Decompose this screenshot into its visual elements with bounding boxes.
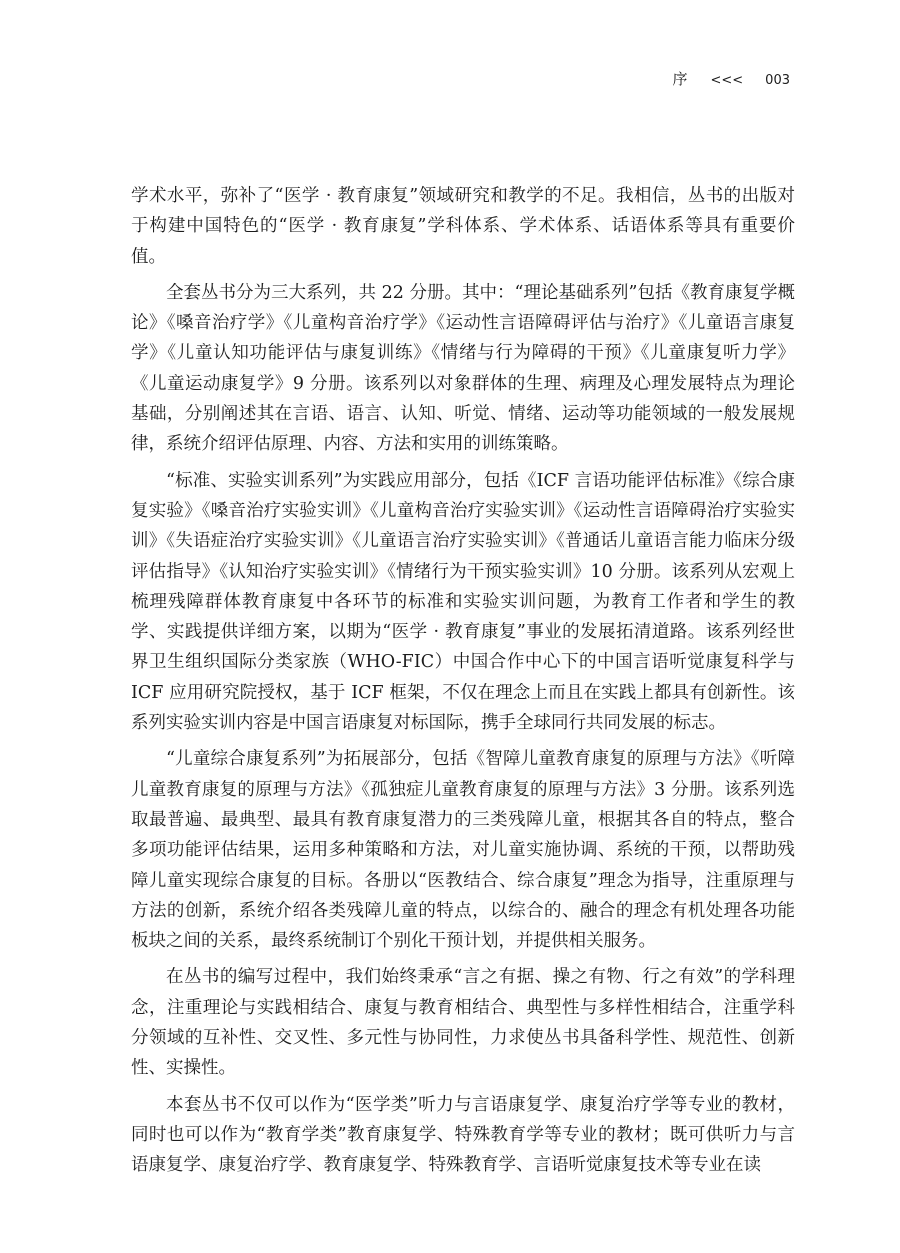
paragraph: “标准、实验实训系列”为实践应用部分，包括《ICF 言语功能评估标准》《综合康复实验》《嗓音治疗实验实训》《儿童构音治疗实验实训》《运动性言语障碍治疗实验实训》《失语症治疗实验实训》《儿童语言治疗实验实训》《普通话儿童语言能力临床分级评估指导》《认知治疗实验实训》《情绪行为干预实验实训》10 分册。该系列从宏观上梳理残障群体教育康复中各环节的标准和实验实训问题，为教育工作者和学生的教学、实践提供详细方案，以期为“医学 · 教育康复”事业的发展拓清道路。该系列经世界卫生组织国际分类家族（WHO-FIC）中国合作中心下的中国言语听觉康复科学与 ICF 应用研究院授权，基于 ICF 框架，不仅在理念上而且在实践上都具有创新性。该系列实验实训内容是中国言语康复对标国际，携手全球同行共同发展的标志。 xyxy=(131,470,795,734)
body-text xyxy=(131,181,795,1187)
paragraph: 在丛书的编写过程中，我们始终秉承“言之有据、操之有物、行之有效”的学科理念，注重理论与实践相结合、康复与教育相结合、典型性与多样性相结合，注重学科分领域的互补性、交叉性、多元性与协同性，力求使丛书具备科学性、规范性、创新性、实操性。 xyxy=(131,967,795,1079)
paragraph: 全套丛书分为三大系列，共 22 分册。其中：“理论基础系列”包括《教育康复学概论》《嗓音治疗学》《儿童构音治疗学》《运动性言语障碍评估与治疗》《儿童语言康复学》《儿童认知功能评估与康复训练》《情绪与行为障碍的干预》《儿童康复听力学》《儿童运动康复学》9 分册。该系列以对象群体的生理、病理及心理发展特点为理论基础，分别阐述其在言语、语言、认知、听觉、情绪、运动等功能领域的一般发展规律，系统介绍评估原理、内容、方法和实用的训练策略。 xyxy=(131,282,795,455)
page-number: 003 xyxy=(765,73,790,88)
paragraph: “儿童综合康复系列”为拓展部分，包括《智障儿童教育康复的原理与方法》《听障儿童教育康复的原理与方法》《孤独症儿童教育康复的原理与方法》3 分册。该系列选取最普遍、最典型、最具有教育康复潜力的三类残障儿童，根据其各自的特点，整合多项功能评估结果，运用多种策略和方法，对儿童实施协调、系统的干预，以帮助残障儿童实现综合康复的目标。各册以“医教结合、综合康复”理念为指导，注重原理与方法的创新，系统介绍各类残障儿童的特点，以综合的、融合的理念有机处理各功能板块之间的关系，最终系统制订个别化干预计划，并提供相关服务。 xyxy=(131,749,795,952)
paragraph-continued: 学术水平，弥补了“医学 · 教育康复”领域研究和教学的不足。我相信，丛书的出版对于构建中国特色的“医学 · 教育康复”学科体系、学术体系、话语体系等具有重要价值。 xyxy=(131,186,795,267)
running-header xyxy=(672,68,790,89)
paragraph: 本套丛书不仅可以作为“医学类”听力与言语康复学、康复治疗学等专业的教材，同时也可以作为“教育学类”教育康复学、特殊教育学等专业的教材；既可供听力与言语康复学、康复治疗学、教育康复学、特殊教育学、言语听觉康复技术等专业在读 xyxy=(131,1094,795,1176)
section-title: 序 xyxy=(672,70,689,88)
arrows-glyph: <<< xyxy=(710,73,744,88)
